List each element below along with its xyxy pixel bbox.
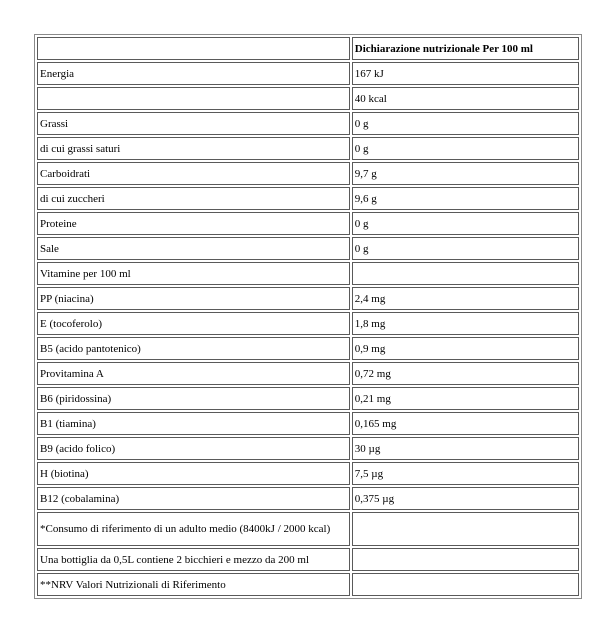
row-value: 0 g — [352, 212, 579, 235]
row-label: B6 (piridossina) — [37, 387, 350, 410]
row-label: Provitamina A — [37, 362, 350, 385]
row-label: Carboidrati — [37, 162, 350, 185]
table-row — [37, 412, 579, 435]
row-value: 2,4 mg — [352, 287, 579, 310]
row-label: PP (niacina) — [37, 287, 350, 310]
row-label: **NRV Valori Nutrizionali di Riferimento — [37, 573, 350, 596]
table-row — [37, 487, 579, 510]
row-label: B9 (acido folico) — [37, 437, 350, 460]
table-row — [37, 237, 579, 260]
row-label: E (tocoferolo) — [37, 312, 350, 335]
table-row — [37, 187, 579, 210]
row-value: 0 g — [352, 237, 579, 260]
row-label: Sale — [37, 237, 350, 260]
row-value — [352, 548, 579, 571]
row-label: B5 (acido pantotenico) — [37, 337, 350, 360]
table-row — [37, 548, 579, 571]
header-cell-empty — [37, 37, 350, 60]
nutrition-table — [34, 34, 582, 599]
table-row — [37, 62, 579, 85]
table-row — [37, 137, 579, 160]
row-value — [352, 573, 579, 596]
table-row — [37, 162, 579, 185]
table-row — [37, 362, 579, 385]
row-label: B1 (tiamina) — [37, 412, 350, 435]
table-row — [37, 462, 579, 485]
row-value: 167 kJ — [352, 62, 579, 85]
row-value — [352, 262, 579, 285]
row-label: H (biotina) — [37, 462, 350, 485]
row-label: B12 (cobalamina) — [37, 487, 350, 510]
table-row — [37, 262, 579, 285]
row-value: 9,6 g — [352, 187, 579, 210]
row-label: Grassi — [37, 112, 350, 135]
row-value: 0,21 mg — [352, 387, 579, 410]
row-value: 0,375 µg — [352, 487, 579, 510]
row-label: *Consumo di riferimento di un adulto medio (8400kJ / 2000 kcal) — [37, 512, 350, 546]
row-label: Vitamine per 100 ml — [37, 262, 350, 285]
table-row — [37, 387, 579, 410]
header-cell-declaration: Dichiarazione nutrizionale Per 100 ml — [352, 37, 579, 60]
row-label: Proteine — [37, 212, 350, 235]
table-row — [37, 287, 579, 310]
table-row — [37, 112, 579, 135]
row-label: di cui grassi saturi — [37, 137, 350, 160]
table-row — [37, 337, 579, 360]
table-row — [37, 573, 579, 596]
nutrition-table-wrapper — [34, 34, 582, 599]
table-row — [37, 312, 579, 335]
row-label: Energia — [37, 62, 350, 85]
row-value: 0,9 mg — [352, 337, 579, 360]
row-value: 0 g — [352, 137, 579, 160]
table-row — [37, 437, 579, 460]
table-row — [37, 87, 579, 110]
table-row — [37, 212, 579, 235]
table-header-row — [37, 37, 579, 60]
row-label: di cui zuccheri — [37, 187, 350, 210]
row-value: 9,7 g — [352, 162, 579, 185]
row-label — [37, 87, 350, 110]
row-value: 0,72 mg — [352, 362, 579, 385]
row-value: 40 kcal — [352, 87, 579, 110]
row-value: 0 g — [352, 112, 579, 135]
table-row — [37, 512, 579, 546]
row-label: Una bottiglia da 0,5L contiene 2 bicchieri e mezzo da 200 ml — [37, 548, 350, 571]
row-value: 30 µg — [352, 437, 579, 460]
row-value — [352, 512, 579, 546]
row-value: 1,8 mg — [352, 312, 579, 335]
row-value: 0,165 mg — [352, 412, 579, 435]
row-value: 7,5 µg — [352, 462, 579, 485]
